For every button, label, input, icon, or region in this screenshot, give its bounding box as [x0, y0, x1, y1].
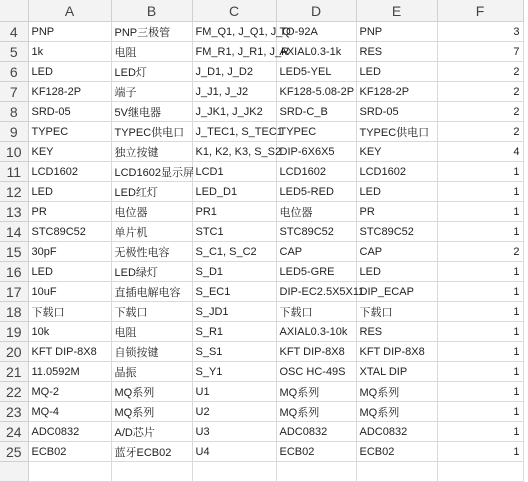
cell-e[interactable]: ADC0832	[356, 422, 437, 442]
cell-c[interactable]: S_R1	[192, 322, 276, 342]
cell-f[interactable]: 1	[437, 222, 523, 242]
cell-c[interactable]: U4	[192, 442, 276, 462]
table-row	[0, 102, 523, 122]
row-header[interactable]: 14	[0, 222, 28, 242]
cell-c[interactable]: U3	[192, 422, 276, 442]
cell-b[interactable]: MQ系列	[111, 382, 192, 402]
cell-b[interactable]: 端子	[111, 82, 192, 102]
cell-d[interactable]: AXIAL0.3-10k	[276, 322, 356, 342]
cell-a[interactable]: 10uF	[28, 282, 111, 302]
cell-c[interactable]: S_C1, S_C2	[192, 242, 276, 262]
cell-b[interactable]: 下载口	[111, 302, 192, 322]
cell-a[interactable]: SRD-05	[28, 102, 111, 122]
cell-e[interactable]: LED	[356, 182, 437, 202]
cell-b[interactable]: 电阻	[111, 322, 192, 342]
cell-f[interactable]: 7	[437, 42, 523, 62]
cell-e[interactable]: 下载口	[356, 302, 437, 322]
row-header[interactable]: 15	[0, 242, 28, 262]
cell-c[interactable]: FM_Q1, J_Q1, J_Q	[192, 22, 276, 42]
cell-a[interactable]: 10k	[28, 322, 111, 342]
cell-b[interactable]: 独立按键	[111, 142, 192, 162]
table-row	[0, 82, 523, 102]
table-row	[0, 342, 523, 362]
cell-a[interactable]: ECB02	[28, 442, 111, 462]
cell-b[interactable]: LED灯	[111, 62, 192, 82]
cell-f[interactable]: 3	[437, 22, 523, 42]
row-header[interactable]: 25	[0, 442, 28, 462]
cell-d[interactable]: LED5-YEL	[276, 62, 356, 82]
row-header[interactable]: 20	[0, 342, 28, 362]
cell-d[interactable]: LCD1602	[276, 162, 356, 182]
cell-a[interactable]: 11.0592M	[28, 362, 111, 382]
table-row	[0, 402, 523, 422]
table-row	[0, 202, 523, 222]
table-row	[0, 142, 523, 162]
cell-a[interactable]: KEY	[28, 142, 111, 162]
cell-c[interactable]: S_S1	[192, 342, 276, 362]
cell-a[interactable]: PNP	[28, 22, 111, 42]
table-row	[0, 422, 523, 442]
cell-d[interactable]: STC89C52	[276, 222, 356, 242]
table-row	[0, 302, 523, 322]
cell-f[interactable]: 1	[437, 202, 523, 222]
cell-e[interactable]: DIP_ECAP	[356, 282, 437, 302]
cell-e[interactable]: SRD-05	[356, 102, 437, 122]
cell-f[interactable]: 1	[437, 422, 523, 442]
cell-c[interactable]: PR1	[192, 202, 276, 222]
cell-f[interactable]: 2	[437, 102, 523, 122]
cell-c[interactable]: U2	[192, 402, 276, 422]
column-header-c[interactable]: C	[192, 0, 276, 22]
cell-e[interactable]: TYPEC供电口	[356, 122, 437, 142]
cell-d[interactable]: DIP-EC2.5X5X11	[276, 282, 356, 302]
row-header[interactable]	[0, 462, 28, 482]
cell-e[interactable]: MQ系列	[356, 382, 437, 402]
cell-f[interactable]: 1	[437, 262, 523, 282]
empty-cell[interactable]	[437, 462, 523, 482]
cell-e[interactable]: KEY	[356, 142, 437, 162]
table-row	[0, 62, 523, 82]
cell-d[interactable]: 电位器	[276, 202, 356, 222]
table-row	[0, 282, 523, 302]
row-header[interactable]: 10	[0, 142, 28, 162]
cell-f[interactable]: 4	[437, 142, 523, 162]
cell-d[interactable]: TYPEC	[276, 122, 356, 142]
cell-e[interactable]: CAP	[356, 242, 437, 262]
cell-a[interactable]: ADC0832	[28, 422, 111, 442]
row-header[interactable]: 7	[0, 82, 28, 102]
cell-c[interactable]: K1, K2, K3, S_S2	[192, 142, 276, 162]
cell-a[interactable]: KF128-2P	[28, 82, 111, 102]
row-header[interactable]: 13	[0, 202, 28, 222]
cell-f[interactable]: 1	[437, 362, 523, 382]
table-row	[0, 22, 523, 42]
cell-e[interactable]: RES	[356, 322, 437, 342]
row-header[interactable]: 24	[0, 422, 28, 442]
table-row	[0, 262, 523, 282]
table-row	[0, 242, 523, 262]
cell-a[interactable]: LED	[28, 262, 111, 282]
cell-d[interactable]: DIP-6X6X5	[276, 142, 356, 162]
cell-a[interactable]: LED	[28, 62, 111, 82]
cell-c[interactable]: S_EC1	[192, 282, 276, 302]
cell-b[interactable]: 晶振	[111, 362, 192, 382]
cell-d[interactable]: LED5-RED	[276, 182, 356, 202]
cell-b[interactable]: 自锁按键	[111, 342, 192, 362]
cell-b[interactable]: MQ系列	[111, 402, 192, 422]
row-header[interactable]: 17	[0, 282, 28, 302]
column-header-b[interactable]: B	[111, 0, 192, 22]
cell-c[interactable]: S_D1	[192, 262, 276, 282]
cell-d[interactable]: OSC HC-49S	[276, 362, 356, 382]
row-header[interactable]: 9	[0, 122, 28, 142]
cell-f[interactable]: 1	[437, 342, 523, 362]
cell-f[interactable]: 1	[437, 402, 523, 422]
cell-f[interactable]: 1	[437, 182, 523, 202]
cell-b[interactable]: 5V继电器	[111, 102, 192, 122]
row-header[interactable]: 19	[0, 322, 28, 342]
row-header[interactable]: 16	[0, 262, 28, 282]
cell-c[interactable]: U1	[192, 382, 276, 402]
cell-e[interactable]: XTAL DIP	[356, 362, 437, 382]
table-row	[0, 182, 523, 202]
empty-cell[interactable]	[192, 462, 276, 482]
cell-a[interactable]: STC89C52	[28, 222, 111, 242]
cell-a[interactable]: MQ-2	[28, 382, 111, 402]
cell-f[interactable]: 2	[437, 122, 523, 142]
table-row	[0, 362, 523, 382]
cell-c[interactable]: J_JK1, J_JK2	[192, 102, 276, 122]
grid-body	[0, 22, 523, 482]
cell-f[interactable]: 1	[437, 162, 523, 182]
cell-a[interactable]: 1k	[28, 42, 111, 62]
select-all-corner[interactable]	[0, 0, 28, 22]
empty-cell[interactable]	[356, 462, 437, 482]
empty-cell[interactable]	[276, 462, 356, 482]
cell-b[interactable]: PNP三极管	[111, 22, 192, 42]
cell-b[interactable]: A/D芯片	[111, 422, 192, 442]
cell-c[interactable]: S_Y1	[192, 362, 276, 382]
cell-b[interactable]: TYPEC供电口	[111, 122, 192, 142]
cell-c[interactable]: FM_R1, J_R1, J_R	[192, 42, 276, 62]
cell-b[interactable]: LCD1602显示屏	[111, 162, 192, 182]
cell-f[interactable]: 2	[437, 242, 523, 262]
cell-c[interactable]: STC1	[192, 222, 276, 242]
table-row	[0, 222, 523, 242]
cell-b[interactable]: 无极性电容	[111, 242, 192, 262]
cell-f[interactable]: 1	[437, 322, 523, 342]
cell-d[interactable]: TO-92A	[276, 22, 356, 42]
cell-b[interactable]: LED红灯	[111, 182, 192, 202]
cell-d[interactable]: MQ系列	[276, 382, 356, 402]
row-header[interactable]: 23	[0, 402, 28, 422]
cell-e[interactable]: MQ系列	[356, 402, 437, 422]
cell-d[interactable]: MQ系列	[276, 402, 356, 422]
cell-d[interactable]: 下载口	[276, 302, 356, 322]
cell-e[interactable]: LED	[356, 62, 437, 82]
cell-c[interactable]: S_JD1	[192, 302, 276, 322]
cell-b[interactable]: 电阻	[111, 42, 192, 62]
row-header[interactable]: 12	[0, 182, 28, 202]
cell-e[interactable]: PNP	[356, 22, 437, 42]
cell-c[interactable]: J_D1, J_D2	[192, 62, 276, 82]
cell-e[interactable]: RES	[356, 42, 437, 62]
row-header[interactable]: 4	[0, 22, 28, 42]
column-header-f[interactable]: F	[437, 0, 523, 22]
table-row	[0, 442, 523, 462]
cell-a[interactable]: LED	[28, 182, 111, 202]
table-row	[0, 162, 523, 182]
cell-d[interactable]: KFT DIP-8X8	[276, 342, 356, 362]
cell-e[interactable]: PR	[356, 202, 437, 222]
cell-d[interactable]: ECB02	[276, 442, 356, 462]
row-header[interactable]: 18	[0, 302, 28, 322]
cell-c[interactable]: LCD1	[192, 162, 276, 182]
cell-b[interactable]: LED绿灯	[111, 262, 192, 282]
cell-c[interactable]: LED_D1	[192, 182, 276, 202]
cell-d[interactable]: SRD-C_B	[276, 102, 356, 122]
column-header-e[interactable]: E	[356, 0, 437, 22]
cell-e[interactable]: LED	[356, 262, 437, 282]
row-header[interactable]: 22	[0, 382, 28, 402]
row-header[interactable]: 8	[0, 102, 28, 122]
cell-a[interactable]: 30pF	[28, 242, 111, 262]
cell-d[interactable]: KF128-5.08-2P	[276, 82, 356, 102]
cell-f[interactable]: 1	[437, 302, 523, 322]
row-header[interactable]: 6	[0, 62, 28, 82]
row-header[interactable]: 11	[0, 162, 28, 182]
cell-f[interactable]: 1	[437, 282, 523, 302]
column-header-d[interactable]: D	[276, 0, 356, 22]
cell-b[interactable]: 单片机	[111, 222, 192, 242]
table-row	[0, 42, 523, 62]
table-row	[0, 322, 523, 342]
cell-e[interactable]: STC89C52	[356, 222, 437, 242]
cell-e[interactable]: KF128-2P	[356, 82, 437, 102]
row-header[interactable]: 5	[0, 42, 28, 62]
cell-c[interactable]: J_TEC1, S_TEC1	[192, 122, 276, 142]
cell-e[interactable]: KFT DIP-8X8	[356, 342, 437, 362]
cell-f[interactable]: 1	[437, 382, 523, 402]
cell-e[interactable]: ECB02	[356, 442, 437, 462]
cell-a[interactable]: TYPEC	[28, 122, 111, 142]
cell-d[interactable]: ADC0832	[276, 422, 356, 442]
cell-b[interactable]: 电位器	[111, 202, 192, 222]
cell-d[interactable]: LED5-GRE	[276, 262, 356, 282]
table-row	[0, 382, 523, 402]
cell-f[interactable]: 2	[437, 82, 523, 102]
cell-d[interactable]: CAP	[276, 242, 356, 262]
row-header[interactable]: 21	[0, 362, 28, 382]
cell-a[interactable]: PR	[28, 202, 111, 222]
cell-a[interactable]: MQ-4	[28, 402, 111, 422]
cell-a[interactable]: 下载口	[28, 302, 111, 322]
cell-b[interactable]: 直插电解电容	[111, 282, 192, 302]
cell-c[interactable]: J_J1, J_J2	[192, 82, 276, 102]
empty-cell[interactable]	[111, 462, 192, 482]
cell-f[interactable]: 2	[437, 62, 523, 82]
cell-a[interactable]: KFT DIP-8X8	[28, 342, 111, 362]
cell-f[interactable]: 1	[437, 442, 523, 462]
column-header-a[interactable]: A	[28, 0, 111, 22]
column-header-row	[0, 0, 523, 22]
cell-d[interactable]: AXIAL0.3-1k	[276, 42, 356, 62]
cell-a[interactable]: LCD1602	[28, 162, 111, 182]
table-row	[0, 122, 523, 142]
cell-b[interactable]: 蓝牙ECB02	[111, 442, 192, 462]
cell-e[interactable]: LCD1602	[356, 162, 437, 182]
table-row	[0, 462, 523, 482]
empty-cell[interactable]	[28, 462, 111, 482]
